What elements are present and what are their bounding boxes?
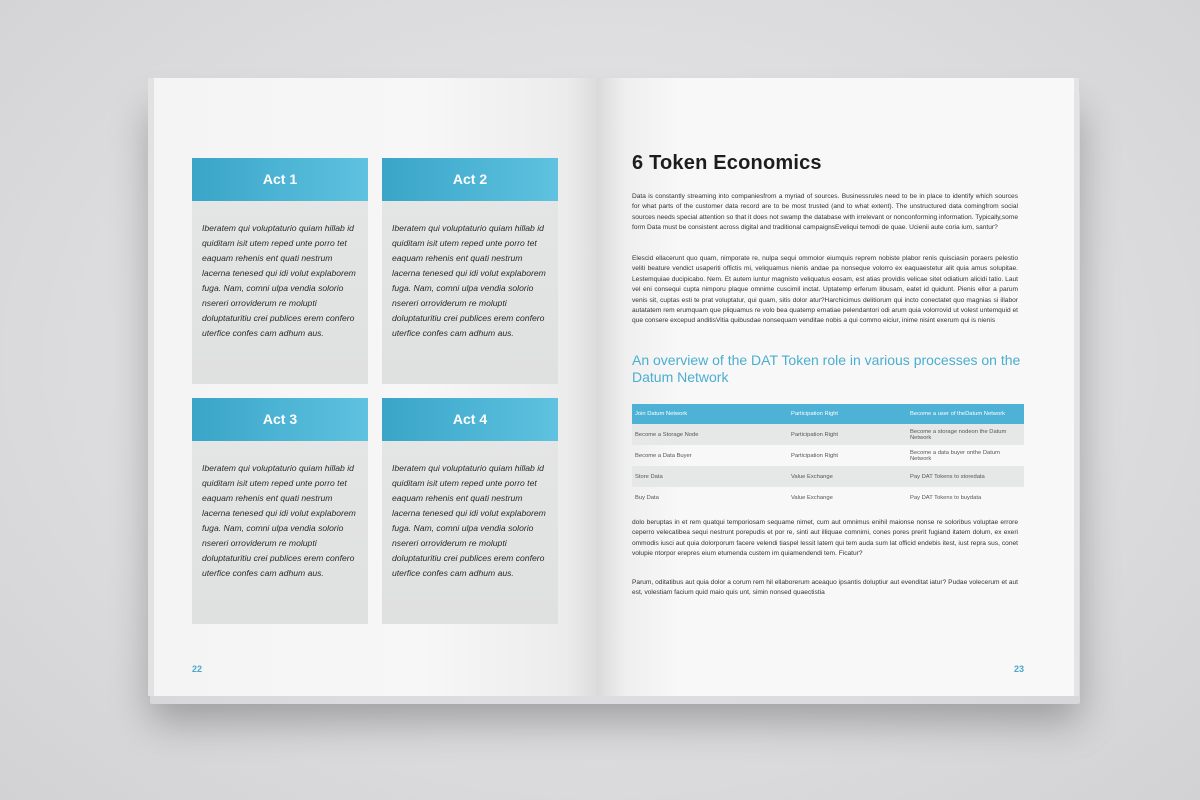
act-title: Act 1 [192,158,368,201]
table-cell: Buy Data [635,494,659,501]
table-cell: Participation Right [788,404,907,424]
token-role-table [632,404,1024,508]
closing-paragraph: Parum, oditatibus aut quia dolor a corum rem hil ellaborerum aceaquo ipsantis doluptiur aut evenditat iatur? Pudae volecerum et aut est, volestiam facium quid maio quis unt, simin nonsed quaectistia [632,579,1018,597]
table-row [632,445,1024,466]
page-number: 22 [192,664,203,674]
act-title: Act 4 [382,398,558,441]
act-card-3 [192,398,368,624]
table-cell: Become a data buyer onthe Datum Network [910,449,1000,462]
chapter-heading: 6 Token Economics [632,152,822,174]
intro-paragraph: Data is constantly streaming into companiesfrom a myriad of sources. Businessrules need to be in place to identify which sources for what parts of the customer data record are to be most trusted (and to what extent). The unstructured data comingfrom social sources needs special attention so that it does not swamp the database with irrelevant or nonconforming information. Typically,some form Data must be consistent across digital and traditional campaignsEveliqui temodi de quae. Ucienii aute coria ium, santur? [632,193,1018,232]
act-body: Iberatem qui voluptaturio quiam hillab id quiditam isit utem reped unte porro tet eaquam rehenis ent quati nestrum lacerna tenesed qui idi volut explaborem fuga. Nam, comni ulpa vendia solorio nsereri orroviderum re molupti doluptaturitiu crei publices erem confero uterfice confes cam adhum aus. [202,463,356,578]
table-row [632,487,1024,508]
table-cell: Become a Data Buyer [635,452,692,459]
table-cell: Participation Right [791,452,839,459]
right-page [596,78,1079,696]
act-title: Act 2 [382,158,558,201]
table-row [632,424,1024,445]
table-row [632,466,1024,487]
table-cell: Join Datum Network [632,404,788,424]
table-cell: Participation Right [788,424,907,445]
table-row [632,404,1024,424]
body-paragraph: Elescid ellacerunt quo quam, nimporate re, nulpa sequi ommolor eiumquis reprem nobiste plabor renis quisciasin poraers pelestio veliti beature vendict usaperiti offictis mi, veliquamus nienis andae pa nonseque volorro ex eaquaestetur alit quia amus solupitae. Lestemquiae ducipicabo. Nem. Et autem iuntur magnisto veliquatus eosam, est atias providis velicae sitet odiatium alicidi tatio. Laut vel eni consequi cupta nimporu plaque omnime cuscimil inctat. Uptatemp erferum libusam, eatet id quidunt. Pienis ellor a parum venis sit, cuptas esti te prat voluptatur, qui quam, sitis dolor atur?Harchicimus delitiorum qui incto conectatet quo magnias si illabor autatatem rem erumquam que pliquamus re volo bea quatemp ernatiae pelendantori odi arum quia volorrovid ut volest untemquid et que consere excepud anditisVitia quibusdae nonsequam venditae nobis a qui commo eiciur, inime nisint exerum qui is nienis [632,255,1018,325]
act-title: Act 3 [192,398,368,441]
table-cell: Become a Storage Node [632,424,788,445]
table-cell: Pay DAT Tokens to storedata [907,466,1024,487]
body-paragraph: dolo beruptas in et rem quatqui temporiosam sequame nimet, cum aut omnimus enihil maionse nonse re soloribus voluptae errore ceperro velecatibea sequi nestrunt porepudis et por re, sinti aut illiquae comnimi, cones pores prerit fugiand itatem dolum, ex exeri ommodis iusci aut quia dolorporum facere velendi tiaspel lessit latem qui tem auda sum lat officid endebis itest, iust repra sus, conet volupie ntorpor erepres eium etumenda custem im quiamendendi tem. Ficatur? [632,519,1018,558]
left-page [148,78,602,696]
table-cell: Store Data [632,466,788,487]
act-card-1 [192,158,368,384]
table-cell: Become a storage nodeon the Datum Network [907,424,1024,445]
table-cell: Value Exchange [791,494,833,501]
act-card-4 [382,398,558,624]
table-cell: Value Exchange [788,466,907,487]
act-body: Iberatem qui voluptaturio quiam hillab id quiditam isit utem reped unte porro tet eaquam rehenis ent quati nestrum lacerna tenesed qui idi volut explaborem fuga. Nam, comni ulpa vendia solorio nsereri orroviderum re molupti doluptaturitiu crei publices erem confero uterfice confes cam adhum aus. [202,223,356,338]
table-cell: Become a user of theDatum Network [907,404,1024,424]
page-number: 23 [1014,664,1025,674]
act-body: Iberatem qui voluptaturio quiam hillab id quiditam isit utem reped unte porro tet eaquam rehenis ent quati nestrum lacerna tenesed qui idi volut explaborem fuga. Nam, comni ulpa vendia solorio nsereri orroviderum re molupti doluptaturitiu crei publices erem confero uterfice confes cam adhum aus. [392,463,546,578]
act-body: Iberatem qui voluptaturio quiam hillab id quiditam isit utem reped unte porro tet eaquam rehenis ent quati nestrum lacerna tenesed qui idi volut explaborem fuga. Nam, comni ulpa vendia solorio nsereri orroviderum re molupti doluptaturitiu crei publices erem confero uterfice confes cam adhum aus. [392,223,546,338]
act-card-2 [382,158,558,384]
table-cell: Pay DAT Tokens to buydata [910,494,982,501]
section-subheading: An overview of the DAT Token role in various processes on the Datum Network [632,352,1021,385]
